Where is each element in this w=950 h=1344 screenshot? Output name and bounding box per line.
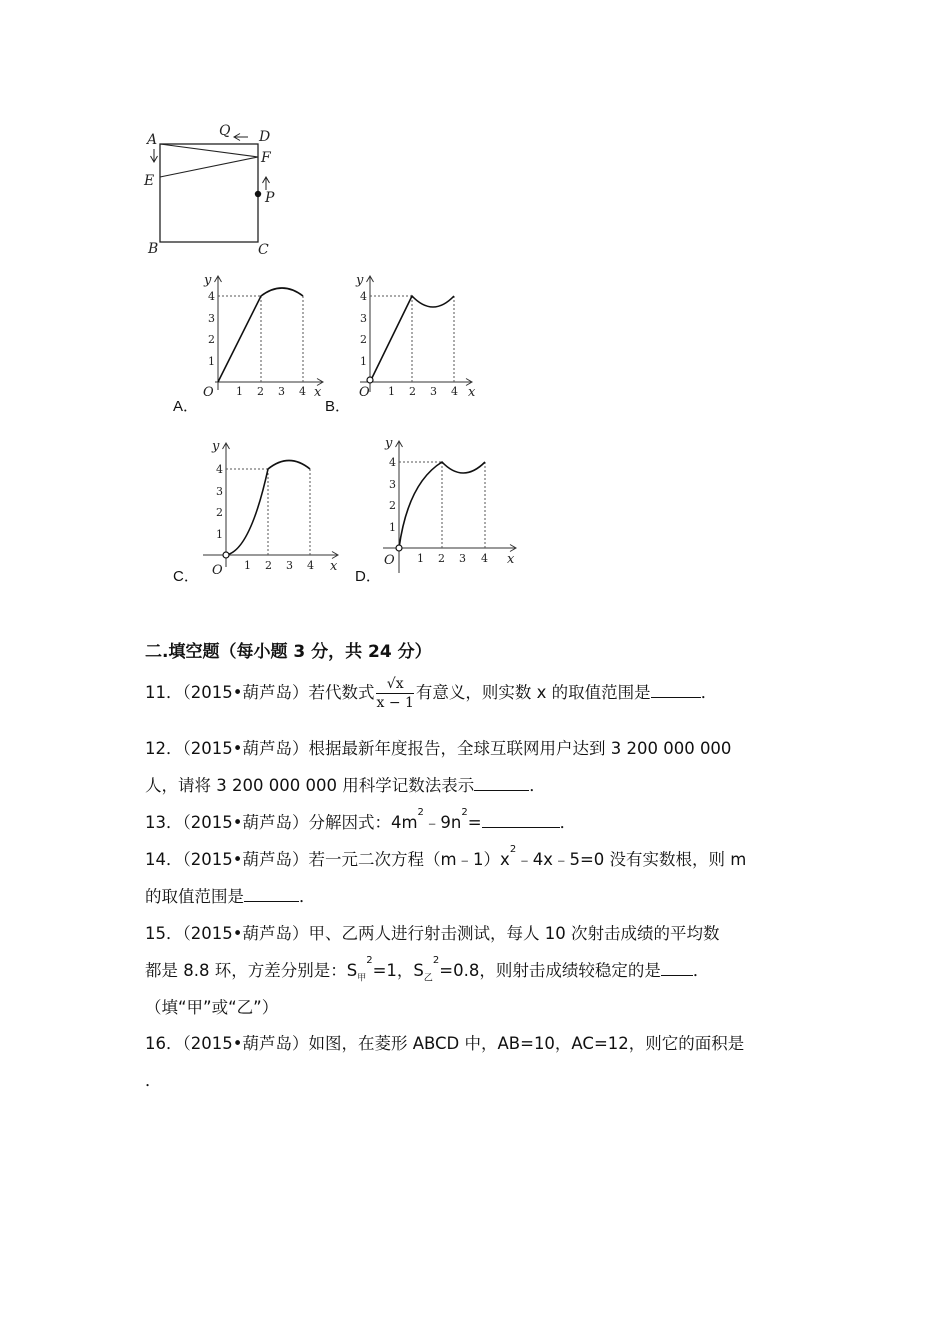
subscript: 甲 [357, 973, 367, 984]
graph-d [378, 433, 523, 578]
tick: 2 [265, 559, 272, 572]
label-c: C [258, 242, 269, 258]
tick: 4 [208, 290, 215, 303]
graph-a-y-label: y [204, 273, 212, 288]
graph-d-origin: O [384, 553, 395, 568]
question-13 [145, 809, 576, 833]
punctuation: ． [145, 1071, 162, 1090]
question-text: 有意义，则实数 x 的取值范围是 [415, 683, 651, 702]
question-16-line1 [145, 1030, 744, 1054]
option-b-label: B． [325, 398, 351, 415]
tick: 2 [438, 552, 445, 565]
tick: 4 [451, 385, 458, 398]
fraction-denominator: x − 1 [376, 695, 414, 711]
question-text: （2015•葫芦岛）如图，在菱形 ABCD 中，AB=10，AC=12，则它的面积是 [182, 1034, 745, 1053]
tick: 4 [389, 456, 396, 469]
graph-a-origin: O [203, 385, 214, 400]
question-number: 11． [145, 683, 183, 702]
option-c-label: C． [173, 568, 199, 585]
fraction-numerator: √x [376, 676, 413, 694]
question-text: ﹣4x﹣5=0 没有实数根，则 m [516, 850, 747, 869]
label-q: Q [219, 123, 231, 139]
label-f: F [261, 150, 271, 166]
graph-b [350, 268, 485, 403]
question-number: 14． [145, 850, 183, 869]
question-text: =1，S [372, 961, 424, 980]
question-text: （2015•葫芦岛）根据最新年度报告，全球互联网用户达到 3 200 000 000 [182, 739, 732, 758]
tick: 4 [307, 559, 314, 572]
subscript: 乙 [423, 973, 433, 984]
tick: 1 [388, 385, 395, 398]
punctuation: ． [700, 683, 718, 702]
tick: 3 [208, 312, 215, 325]
question-number: 16． [145, 1034, 183, 1053]
tick: 1 [360, 355, 367, 368]
graph-a-curve [218, 288, 303, 382]
label-p: P [265, 190, 275, 206]
question-15-line3 [145, 994, 278, 1018]
tick: 4 [481, 552, 488, 565]
graph-d-y-label: y [385, 436, 393, 451]
answer-blank[interactable] [661, 961, 693, 976]
tick: 2 [208, 333, 215, 346]
graph-b-x-label: x [468, 385, 476, 400]
graph-c-origin: O [212, 563, 223, 575]
square-figure [138, 118, 288, 263]
tick: 3 [430, 385, 437, 398]
section-title: 二.填空题（每小题 3 分，共 24 分） [145, 642, 432, 662]
punctuation: ． [299, 887, 316, 906]
option-d-label: D． [355, 568, 381, 585]
tick: 3 [459, 552, 466, 565]
question-12-line1 [145, 735, 731, 759]
question-text: （2015•葫芦岛）甲、乙两人进行射击测试，每人 10 次射击成绩的平均数 [182, 924, 720, 943]
answer-blank[interactable] [474, 776, 529, 791]
tick: 4 [299, 385, 306, 398]
tick: 1 [236, 385, 243, 398]
question-14-line2 [145, 883, 316, 907]
question-15-line1 [145, 920, 719, 944]
tick: 2 [389, 499, 396, 512]
tick: 4 [216, 463, 223, 476]
question-16-line2 [145, 1067, 162, 1091]
graph-c-x-label: x [330, 559, 338, 574]
tick: 4 [360, 290, 367, 303]
question-14-line1 [145, 846, 746, 870]
question-12-line2 [145, 772, 546, 796]
question-text: （2015•葫芦岛）分解因式：4m [182, 813, 418, 832]
question-number: 12． [145, 739, 183, 758]
graph-a-x-label: x [314, 385, 322, 400]
punctuation: ． [692, 961, 710, 980]
point-p [255, 191, 261, 197]
graph-b-origin: O [359, 385, 370, 400]
answer-blank[interactable] [651, 683, 701, 698]
punctuation: ． [529, 776, 546, 795]
question-number: 15． [145, 924, 183, 943]
question-text: （2015•葫芦岛）若一元二次方程（m﹣1）x [182, 850, 510, 869]
graph-a [195, 268, 330, 403]
question-text: （填“甲”或“乙”） [145, 998, 279, 1017]
label-e: E [144, 173, 155, 189]
option-a-label: A． [173, 398, 199, 415]
question-number: 13． [145, 813, 183, 832]
question-15-line2 [145, 957, 709, 983]
answer-blank[interactable] [244, 887, 299, 902]
fraction [376, 676, 413, 711]
answer-blank[interactable] [482, 813, 560, 828]
tick: 2 [257, 385, 264, 398]
label-d: D [259, 129, 271, 145]
tick: 3 [389, 478, 396, 491]
graph-b-y-label: y [356, 273, 364, 288]
tick: 3 [360, 312, 367, 325]
graph-c-y-label: y [212, 439, 220, 454]
question-text: = [467, 813, 482, 832]
tick: 1 [389, 521, 396, 534]
superscript: 2 [417, 807, 424, 818]
tick: 1 [216, 528, 223, 541]
tick: 1 [208, 355, 215, 368]
tick: 2 [216, 506, 223, 519]
tick: 2 [360, 333, 367, 346]
tick: 1 [417, 552, 424, 565]
tick: 2 [409, 385, 416, 398]
question-text: 人，请将 3 200 000 000 用科学记数法表示 [145, 776, 475, 795]
segment-ef [160, 157, 258, 177]
question-11 [145, 676, 717, 711]
question-text: 的取值范围是 [145, 887, 244, 906]
punctuation: ． [559, 813, 577, 832]
question-text: =0.8，则射击成绩较稳定的是 [439, 961, 661, 980]
tick: 3 [216, 485, 223, 498]
label-b: B [148, 241, 159, 257]
question-text: ﹣9n [423, 813, 462, 832]
superscript: 2 [366, 955, 373, 966]
square-abcd [160, 144, 258, 242]
label-a: A [147, 132, 158, 148]
question-text: （2015•葫芦岛）若代数式 [182, 683, 375, 702]
superscript: 2 [509, 844, 517, 855]
graph-d-x-label: x [507, 552, 515, 567]
tick: 3 [286, 559, 293, 572]
tick: 1 [244, 559, 251, 572]
segment-af [160, 144, 258, 157]
superscript: 2 [461, 807, 468, 818]
superscript: 2 [432, 955, 440, 966]
graph-c [198, 435, 348, 575]
tick: 3 [278, 385, 285, 398]
question-text: 都是 8.8 环，方差分别是：S [145, 961, 358, 980]
